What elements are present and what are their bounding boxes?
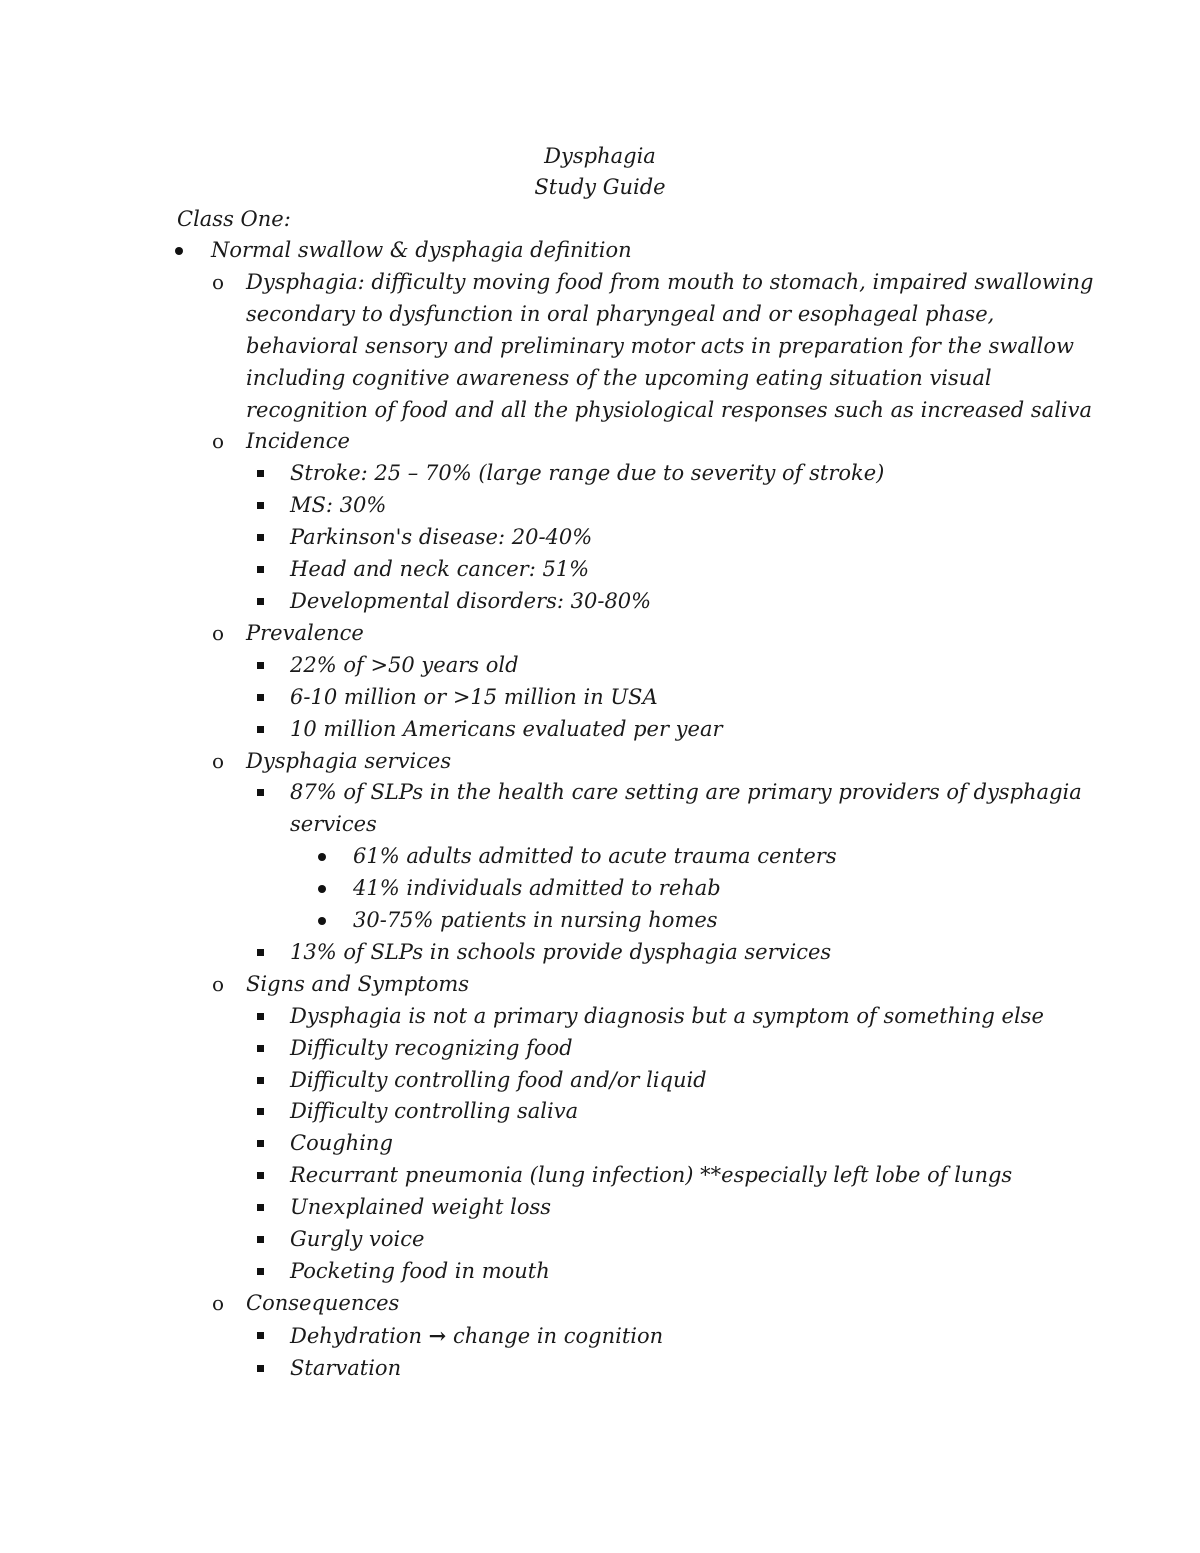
- list-item: 30-75% patients in nursing homes: [0, 905, 1200, 937]
- bullet-square-icon: [257, 502, 264, 509]
- list-item: Difficulty controlling food and/or liquid: [0, 1065, 1200, 1097]
- bullet-square-icon: [257, 789, 264, 796]
- bullet-square-icon: [257, 1045, 264, 1052]
- bullet-square-icon: [257, 1013, 264, 1020]
- list-item: Pocketing food in mouth: [0, 1256, 1200, 1288]
- bullet-square-icon: [257, 1140, 264, 1147]
- bullet-square-icon: [257, 1108, 264, 1115]
- section-services: o Dysphagia services: [0, 746, 1200, 778]
- list-item: 6-10 million or >15 million in USA: [0, 682, 1200, 714]
- list-item: Head and neck cancer: 51%: [0, 554, 1200, 586]
- definition-line: recognition of food and all the physiological responses such as increased saliva: [246, 397, 1093, 422]
- bullet-square-icon: [257, 726, 264, 733]
- list-item: Dysphagia is not a primary diagnosis but a symptom of something else: [0, 1001, 1200, 1033]
- section-consequences: o Consequences: [0, 1288, 1200, 1320]
- bullet-square-icon: [257, 1332, 264, 1339]
- definition-line: secondary to dysfunction in oral pharyngeal and or esophageal phase,: [246, 301, 995, 326]
- list-item: Developmental disorders: 30-80%: [0, 586, 1200, 618]
- class-heading: Class One:: [177, 207, 291, 231]
- bullet-circle-icon: o: [212, 620, 225, 645]
- bullet-square-icon: [257, 694, 264, 701]
- bullet-disc-icon: [318, 917, 326, 925]
- bullet-circle-icon: o: [212, 971, 225, 996]
- arrow-right-icon: →: [428, 1322, 447, 1348]
- bullet-circle-icon: o: [212, 429, 225, 454]
- bullet-square-icon: [257, 1268, 264, 1275]
- definition-line: behavioral sensory and preliminary motor acts in preparation for the swallow: [246, 333, 1074, 358]
- bullet-square-icon: [257, 598, 264, 605]
- list-item: Starvation: [0, 1353, 1200, 1385]
- definition-line: including cognitive awareness of the upcoming eating situation visual: [246, 365, 992, 390]
- list-item: Parkinson's disease: 20-40%: [0, 522, 1200, 554]
- definition-line: Dysphagia: difficulty moving food from mouth to stomach, impaired swallowing: [246, 269, 1094, 294]
- bullet-square-icon: [257, 470, 264, 477]
- list-item: 61% adults admitted to acute trauma centers: [0, 841, 1200, 873]
- outline-list: [0, 235, 1200, 1385]
- section-prevalence: o Prevalence: [0, 618, 1200, 650]
- list-item: 87% of SLPs in the health care setting are primary providers of dysphagia services: [0, 777, 1200, 841]
- list-item: Recurrant pneumonia (lung infection) **especially left lobe of lungs: [0, 1160, 1200, 1192]
- bullet-square-icon: [257, 1172, 264, 1179]
- bullet-disc-icon: [318, 885, 326, 893]
- list-item: Stroke: 25 – 70% (large range due to severity of stroke): [0, 458, 1200, 490]
- list-item: Gurgly voice: [0, 1224, 1200, 1256]
- list-item: Unexplained weight loss: [0, 1192, 1200, 1224]
- bullet-circle-icon: o: [212, 748, 225, 773]
- bullet-square-icon: [257, 1204, 264, 1211]
- section-incidence: o Incidence: [0, 426, 1200, 458]
- list-item: 41% individuals admitted to rehab: [0, 873, 1200, 905]
- document-title: Dysphagia: [544, 144, 656, 168]
- bullet-square-icon: [257, 566, 264, 573]
- bullet-disc-icon: [175, 247, 183, 255]
- bullet-square-icon: [257, 662, 264, 669]
- bullet-disc-icon: [318, 853, 326, 861]
- list-item-definition: [0, 267, 1200, 427]
- bullet-circle-icon: o: [212, 1290, 225, 1315]
- bullet-square-icon: [257, 1236, 264, 1243]
- bullet-circle-icon: o: [212, 269, 225, 294]
- bullet-square-icon: [257, 534, 264, 541]
- list-item: Dehydration → change in cognition: [0, 1320, 1200, 1353]
- list-item: 13% of SLPs in schools provide dysphagia services: [0, 937, 1200, 969]
- list-item: 10 million Americans evaluated per year: [0, 714, 1200, 746]
- list-item: Coughing: [0, 1128, 1200, 1160]
- list-item: Difficulty controlling saliva: [0, 1096, 1200, 1128]
- section-signs: o Signs and Symptoms: [0, 969, 1200, 1001]
- list-item: MS: 30%: [0, 490, 1200, 522]
- bullet-square-icon: [257, 949, 264, 956]
- list-item-topic: Normal swallow & dysphagia definition: [0, 235, 1200, 267]
- list-item: 22% of >50 years old: [0, 650, 1200, 682]
- list-item: Difficulty recognizing food: [0, 1033, 1200, 1065]
- bullet-square-icon: [257, 1365, 264, 1372]
- bullet-square-icon: [257, 1077, 264, 1084]
- document-subtitle: Study Guide: [534, 175, 666, 199]
